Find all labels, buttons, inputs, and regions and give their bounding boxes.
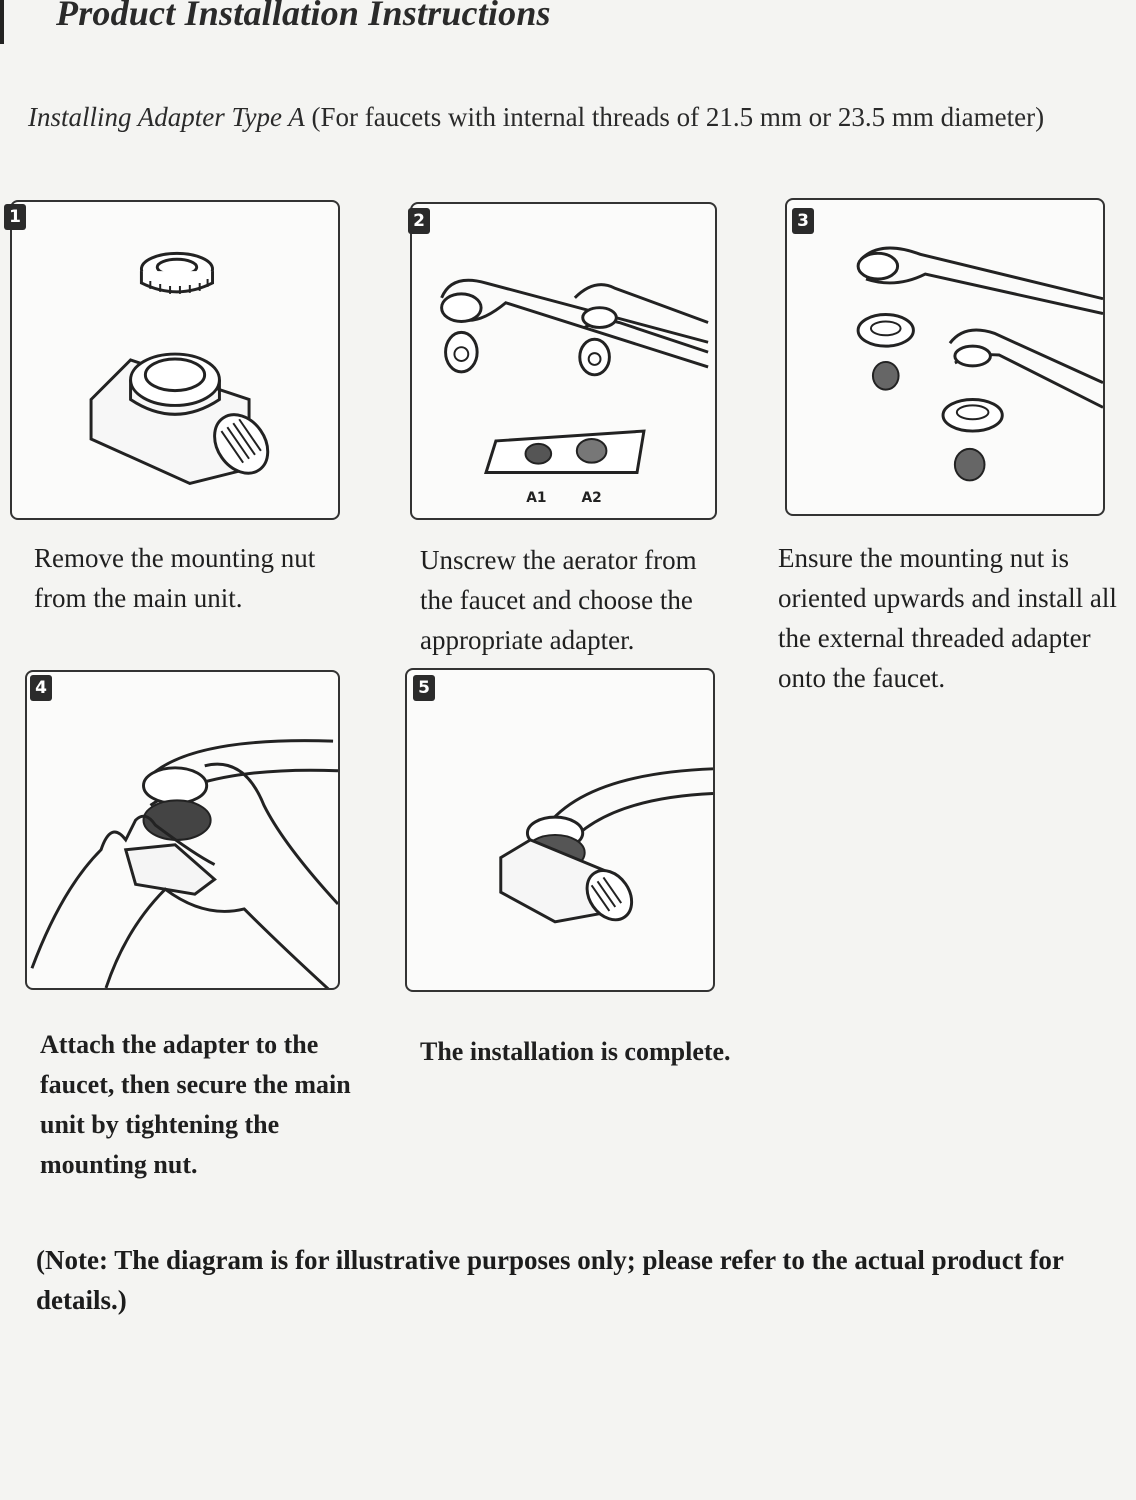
disclaimer-note: (Note: The diagram is for illustrative purposes only; please refer to the actual product for details.) <box>36 1245 1064 1315</box>
page-edge-mark <box>0 0 4 44</box>
step-5-illustration <box>405 668 715 992</box>
page-title: Product Installation Instructions <box>56 0 551 33</box>
step-4-illustration <box>25 670 340 990</box>
subtitle-lead: Installing Adapter Type A <box>28 102 305 132</box>
step-1-badge: 1 <box>4 204 26 230</box>
step-1-caption: Remove the mounting nut from the main unit. <box>34 543 316 613</box>
step-1-illustration <box>10 200 340 520</box>
step-3-illustration <box>785 198 1105 516</box>
hands-tightening-drawing <box>27 672 338 988</box>
step-3-caption: Ensure the mounting nut is oriented upwards and install all the external threaded adapter onto the faucet. <box>778 543 1117 693</box>
step-2-badge: 2 <box>408 208 430 234</box>
step-4-caption: Attach the adapter to the faucet, then secure the main unit by tightening the mounting nut. <box>40 1030 351 1179</box>
adapter-install-drawing <box>787 200 1103 514</box>
step-4-badge: 4 <box>30 675 52 701</box>
step-3-badge: 3 <box>792 208 814 234</box>
adapter-label-a2: A2 <box>581 490 602 507</box>
installed-unit-drawing <box>407 670 713 990</box>
main-unit-drawing <box>12 202 338 518</box>
subtitle-detail: (For faucets with internal threads of 21.5 mm or 23.5 mm diameter) <box>304 102 1045 132</box>
step-5-badge: 5 <box>413 675 435 701</box>
step-5-caption: The installation is complete. <box>420 1037 731 1066</box>
adapter-label-a1: A1 <box>526 490 547 507</box>
section-subtitle <box>28 96 1108 138</box>
faucet-aerator-drawing <box>412 204 715 518</box>
step-2-caption: Unscrew the aerator from the faucet and choose the appropriate adapter. <box>420 545 697 655</box>
step-2-illustration <box>410 202 717 520</box>
